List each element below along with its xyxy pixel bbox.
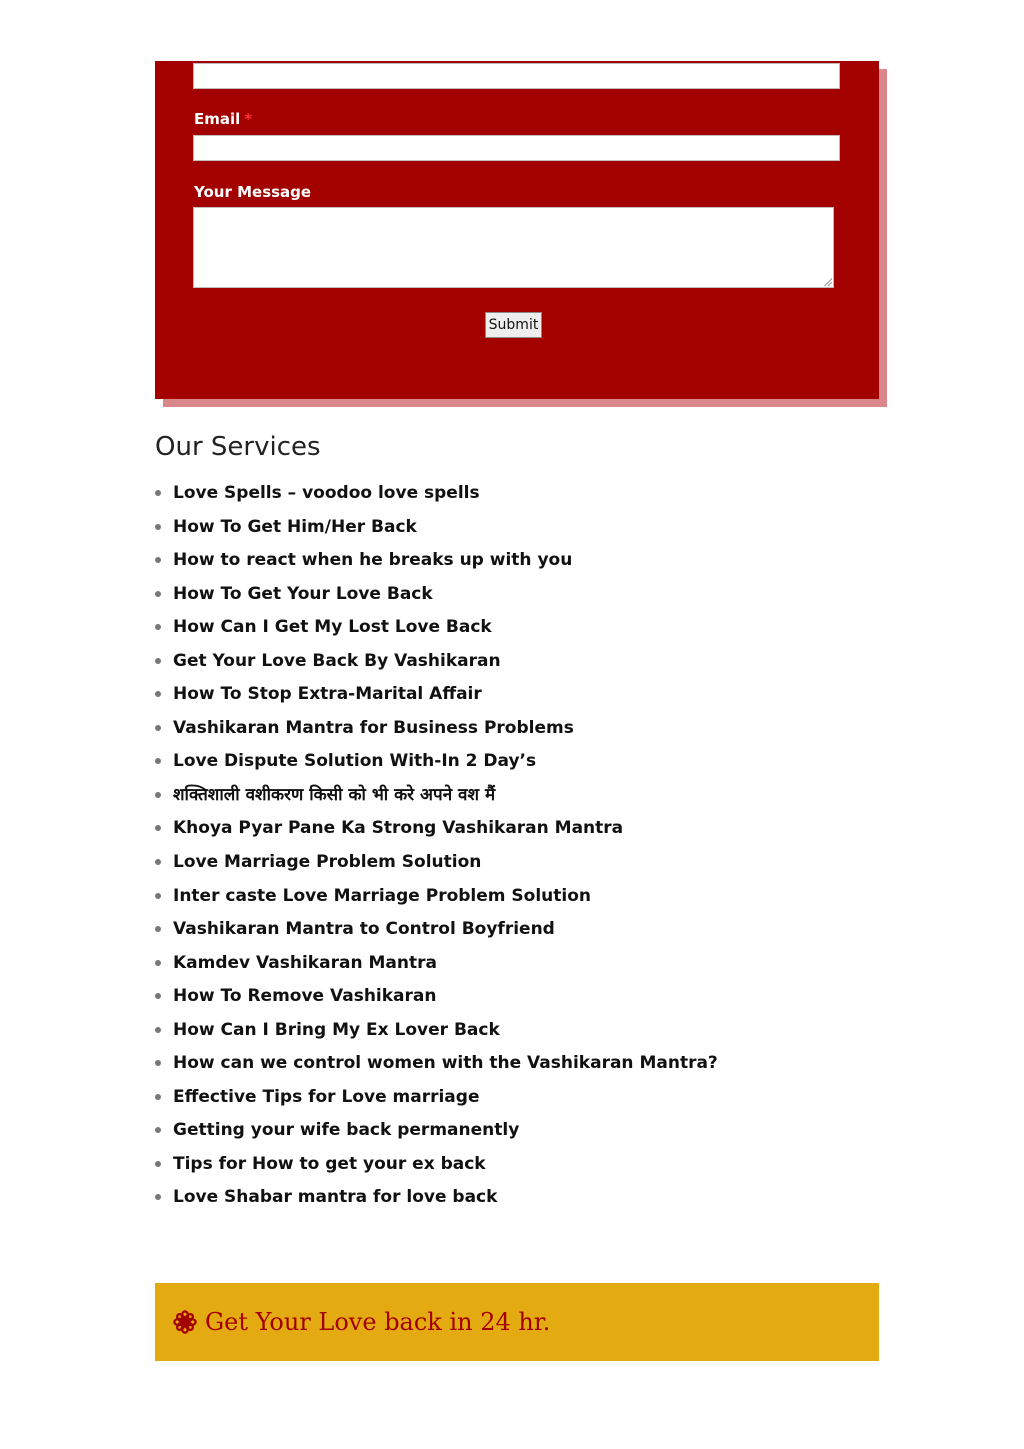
- service-link[interactable]: Kamdev Vashikaran Mantra: [173, 952, 437, 973]
- service-link[interactable]: Vashikaran Mantra for Business Problems: [173, 717, 574, 738]
- service-list-item: [155, 543, 718, 577]
- bullet-icon: [155, 1094, 161, 1100]
- bullet-icon: [155, 490, 161, 496]
- bullet-icon: [155, 591, 161, 597]
- service-list-item: [155, 1080, 718, 1114]
- banner-content: [173, 1283, 550, 1361]
- service-list-item: [155, 677, 718, 711]
- service-link[interactable]: Khoya Pyar Pane Ka Strong Vashikaran Mantra: [173, 818, 624, 839]
- service-list-item: [155, 811, 718, 845]
- bullet-icon: [155, 658, 161, 664]
- banner-text: Get Your Love back in 24 hr.: [205, 1308, 551, 1336]
- name-field[interactable]: [193, 63, 840, 89]
- service-list-item: [155, 577, 718, 611]
- service-list-item: [155, 1046, 718, 1080]
- service-list-item: [155, 510, 718, 544]
- love-back-banner: [155, 1283, 879, 1361]
- bullet-icon: [155, 725, 161, 731]
- service-list-item: [155, 744, 718, 778]
- service-link[interactable]: Love Shabar mantra for love back: [173, 1187, 498, 1208]
- bullet-icon: [155, 624, 161, 630]
- service-link[interactable]: How To Get Him/Her Back: [173, 516, 417, 537]
- service-link[interactable]: How To Stop Extra-Marital Affair: [173, 684, 482, 705]
- bullet-icon: [155, 1161, 161, 1167]
- service-list-item: [155, 912, 718, 946]
- bullet-icon: [155, 792, 161, 798]
- email-label-text: Email: [194, 110, 241, 128]
- required-marker: *: [244, 110, 253, 128]
- bullet-icon: [155, 758, 161, 764]
- submit-button[interactable]: Submit: [485, 312, 542, 338]
- bullet-icon: [155, 926, 161, 932]
- service-list-item: [155, 476, 718, 510]
- service-list-item: [155, 845, 718, 879]
- bullet-icon: [155, 859, 161, 865]
- service-link[interactable]: Get Your Love Back By Vashikaran: [173, 650, 501, 671]
- bullet-icon: [155, 691, 161, 697]
- resize-handle-icon[interactable]: [823, 277, 832, 286]
- service-list-item: [155, 946, 718, 980]
- service-link[interactable]: How can we control women with the Vashikaran Mantra?: [173, 1053, 718, 1074]
- email-label: [194, 110, 252, 128]
- service-link[interactable]: How To Remove Vashikaran: [173, 986, 437, 1007]
- service-link[interactable]: Inter caste Love Marriage Problem Solution: [173, 885, 592, 906]
- service-link[interactable]: Love Dispute Solution With-In 2 Day’s: [173, 751, 537, 772]
- message-textarea[interactable]: [193, 207, 834, 288]
- bullet-icon: [155, 960, 161, 966]
- services-list: [155, 476, 718, 1214]
- service-link[interactable]: Effective Tips for Love marriage: [173, 1086, 480, 1107]
- service-link[interactable]: How Can I Get My Lost Love Back: [173, 617, 492, 638]
- bullet-icon: [155, 993, 161, 999]
- bullet-icon: [155, 524, 161, 530]
- contact-form: [155, 61, 879, 399]
- flower-icon: [173, 1310, 197, 1334]
- service-link[interactable]: Getting your wife back permanently: [173, 1120, 520, 1141]
- service-list-item: [155, 879, 718, 913]
- bullet-icon: [155, 1027, 161, 1033]
- service-link[interactable]: Love Spells – voodoo love spells: [173, 483, 480, 503]
- email-field[interactable]: [193, 135, 840, 161]
- service-list-item: [155, 711, 718, 745]
- bullet-icon: [155, 1127, 161, 1133]
- message-label: Your Message: [194, 183, 312, 201]
- service-link[interactable]: Vashikaran Mantra to Control Boyfriend: [173, 919, 555, 940]
- service-list-item: [155, 979, 718, 1013]
- bullet-icon: [155, 893, 161, 899]
- service-list-item: [155, 1147, 718, 1181]
- bullet-icon: [155, 557, 161, 563]
- service-link[interactable]: How Can I Bring My Ex Lover Back: [173, 1019, 500, 1040]
- service-link[interactable]: How to react when he breaks up with you: [173, 550, 573, 571]
- service-link[interactable]: How To Get Your Love Back: [173, 583, 433, 604]
- service-link[interactable]: Love Marriage Problem Solution: [173, 852, 482, 873]
- service-list-item: [155, 1013, 718, 1047]
- bullet-icon: [155, 1194, 161, 1200]
- bullet-icon: [155, 1060, 161, 1066]
- bullet-icon: [155, 825, 161, 831]
- service-link[interactable]: शक्तिशाली वशीकरण किसी को भी करे अपने वश मैं: [173, 784, 496, 805]
- service-link[interactable]: Tips for How to get your ex back: [173, 1153, 486, 1174]
- service-list-item: [155, 778, 718, 812]
- service-list-item: [155, 644, 718, 678]
- service-list-item: [155, 1180, 718, 1214]
- service-list-item: [155, 610, 718, 644]
- services-heading: Our Services: [155, 432, 321, 462]
- service-list-item: [155, 1113, 718, 1147]
